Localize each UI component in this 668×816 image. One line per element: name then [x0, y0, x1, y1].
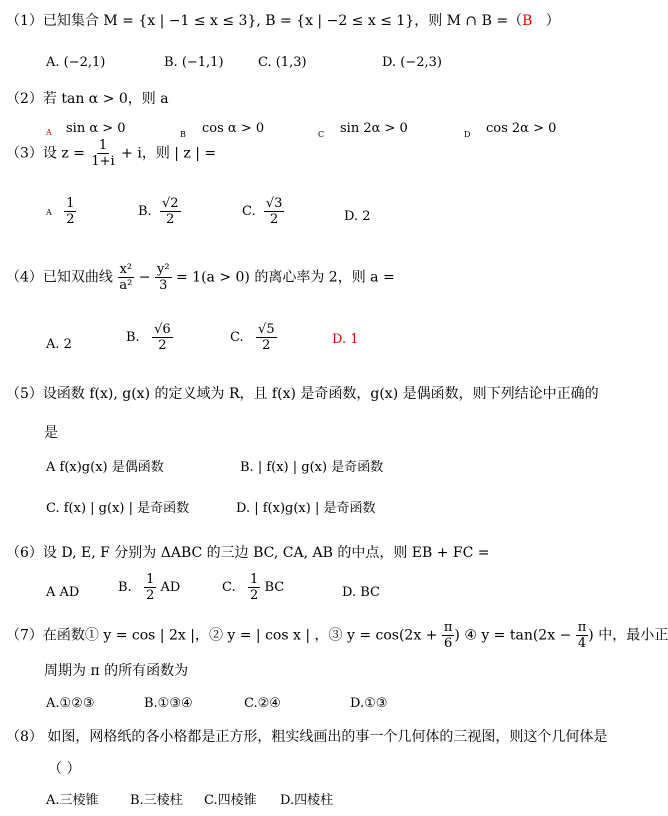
q4-option-c-frac	[256, 322, 277, 353]
q2-option-a-letter: A	[46, 128, 52, 137]
q4-frac-y	[155, 262, 172, 293]
q7-line1-a: （7）在函数① y = cos | 2x |，② y = | cos x | ，③ y = cos(2x +	[6, 627, 438, 644]
q7-pi6-den: 6	[443, 636, 453, 651]
q5-option-c[interactable]: C. f(x) | g(x) | 是奇函数	[46, 501, 190, 516]
q3-c-den: 2	[270, 212, 279, 227]
q3-b-den: 2	[166, 212, 175, 227]
question-1-close: ）	[545, 13, 560, 29]
q2-option-c-letter: C	[318, 130, 325, 139]
q4-option-d[interactable]: D. 1	[332, 332, 359, 347]
q7-frac-pi6	[442, 620, 455, 651]
q3-text-pre: （3）设 z =	[6, 145, 85, 162]
q2-option-b[interactable]: cos α > 0	[202, 121, 265, 136]
question-1-answer: B	[522, 13, 533, 29]
q3-option-a-label: A	[46, 208, 52, 217]
q6-c-den: 2	[250, 588, 259, 603]
q3-option-b-frac	[160, 196, 181, 227]
q4-fy-den: 3	[159, 278, 168, 293]
question-4	[6, 262, 395, 293]
question-8-line2: （ ）	[48, 761, 81, 777]
q4-c-num: √5	[258, 322, 275, 337]
q4-minus: −	[138, 269, 151, 286]
q1-option-d[interactable]: D. (−2,3)	[382, 55, 442, 70]
q3-fraction	[89, 138, 116, 169]
q3-option-a[interactable]	[46, 196, 76, 227]
q5-option-b[interactable]: B. | f(x) | g(x) 是奇函数	[240, 460, 384, 475]
question-1	[6, 12, 560, 30]
question-1-text: （1）已知集合 M = {x | −1 ≤ x ≤ 3}, B = {x | −2 ≤ x ≤ 1}，则 M ∩ B =（	[6, 13, 523, 29]
q3-a-den: 2	[66, 212, 75, 227]
q6-option-b-label: B.	[118, 580, 132, 595]
q3-option-c-label: C.	[242, 204, 256, 219]
q4-frac-x	[117, 262, 134, 293]
q4-text-pre: （4）已知双曲线	[6, 269, 113, 286]
q8-option-a[interactable]: A.三棱锥	[46, 793, 99, 808]
q6-option-d[interactable]: D. BC	[342, 585, 380, 600]
question-6: （6）设 D, E, F 分别为 ΔABC 的三边 BC, CA, AB 的中点，则 EB + FC =	[6, 545, 490, 561]
q4-option-c-label: C.	[230, 330, 244, 345]
question-5-line1: （5）设函数 f(x), g(x) 的定义域为 R，且 f(x) 是奇函数，g(x) 是偶函数，则下列结论中正确的	[6, 386, 599, 402]
q4-fx-den: a²	[119, 278, 133, 293]
q3-option-c[interactable]	[242, 196, 284, 227]
q7-frac-pi4	[576, 620, 589, 651]
q6-option-b-vec: AD	[160, 580, 181, 595]
q3-frac-num: 1	[98, 138, 108, 153]
q6-option-c-vec: BC	[264, 580, 285, 595]
q6-option-b-frac	[144, 572, 156, 603]
q6-option-b[interactable]	[118, 572, 180, 603]
q3-option-a-frac	[64, 196, 76, 227]
q7-line1-b: ) ④ y = tan(2x −	[454, 627, 572, 644]
q6-option-a[interactable]: A AD	[46, 585, 80, 600]
q2-option-a[interactable]: sin α > 0	[66, 121, 126, 136]
q4-option-b-frac	[152, 322, 173, 353]
question-5-line2: 是	[44, 425, 58, 441]
q1-option-b[interactable]: B. (−1,1)	[164, 55, 224, 70]
q1-option-c[interactable]: C. (1,3)	[258, 55, 307, 70]
q2-option-d-letter: D	[464, 130, 471, 139]
q6-c-num: 1	[250, 572, 259, 587]
q8-option-c[interactable]: C.四棱锥	[204, 793, 257, 808]
question-3	[6, 138, 216, 169]
q3-option-c-frac	[264, 196, 285, 227]
q4-b-den: 2	[158, 338, 167, 353]
q4-option-b[interactable]	[126, 322, 173, 353]
q3-b-num: √2	[161, 196, 179, 211]
question-8-line1: （8） 如图，网格纸的各小格都是正方形，粗实线画出的事一个几何体的三视图，则这个几何体是	[6, 729, 608, 745]
q7-option-a[interactable]: A.①②③	[46, 696, 95, 711]
question-2: （2）若 tan α > 0，则 a	[6, 91, 169, 107]
q4-fy-num: y²	[156, 262, 170, 277]
q2-option-d[interactable]: cos 2α > 0	[486, 121, 557, 136]
question-7-line2: 周期为 π 的所有函数为	[44, 663, 189, 679]
q7-pi4-num: π	[577, 620, 587, 635]
q5-option-a[interactable]: A f(x)g(x) 是偶函数	[46, 460, 164, 475]
q6-option-c-frac	[248, 572, 260, 603]
q4-c-den: 2	[262, 338, 271, 353]
q3-option-b-label: B.	[138, 204, 152, 219]
q2-option-c[interactable]: sin 2α > 0	[340, 121, 408, 136]
q3-c-num: √3	[265, 196, 283, 211]
q4-b-num: √6	[154, 322, 171, 337]
q6-option-c[interactable]	[222, 572, 284, 603]
q4-option-a[interactable]: A. 2	[46, 337, 72, 352]
q3-option-d[interactable]: D. 2	[344, 209, 371, 224]
question-7-line1	[6, 620, 668, 651]
q3-a-num: 1	[66, 196, 75, 211]
q3-frac-den: 1+i	[91, 154, 115, 169]
q5-option-d[interactable]: D. | f(x)g(x) | 是奇函数	[236, 501, 376, 516]
q7-option-c[interactable]: C.②④	[244, 696, 281, 711]
q8-option-b[interactable]: B.三棱柱	[130, 793, 183, 808]
q1-option-a[interactable]: A. (−2,1)	[46, 55, 106, 70]
q6-b-num: 1	[146, 572, 155, 587]
q4-option-b-label: B.	[126, 330, 140, 345]
q7-line1-c: ) 中，最小正	[588, 627, 668, 644]
q4-fx-num: x²	[119, 262, 133, 277]
q3-text-post: + i，则 | z | =	[121, 145, 217, 162]
q6-b-den: 2	[146, 588, 155, 603]
q7-pi4-den: 4	[577, 636, 587, 651]
q7-option-b[interactable]: B.①③④	[144, 696, 193, 711]
q4-text-post: = 1(a > 0) 的离心率为 2，则 a =	[176, 269, 395, 286]
q7-pi6-num: π	[443, 620, 453, 635]
q6-option-c-label: C.	[222, 580, 236, 595]
q2-option-b-letter: B	[180, 130, 186, 139]
q8-option-d[interactable]: D.四棱柱	[280, 793, 334, 808]
q7-option-d[interactable]: D.①③	[350, 696, 388, 711]
q4-option-c[interactable]	[230, 322, 277, 353]
q3-option-b[interactable]	[138, 196, 181, 227]
